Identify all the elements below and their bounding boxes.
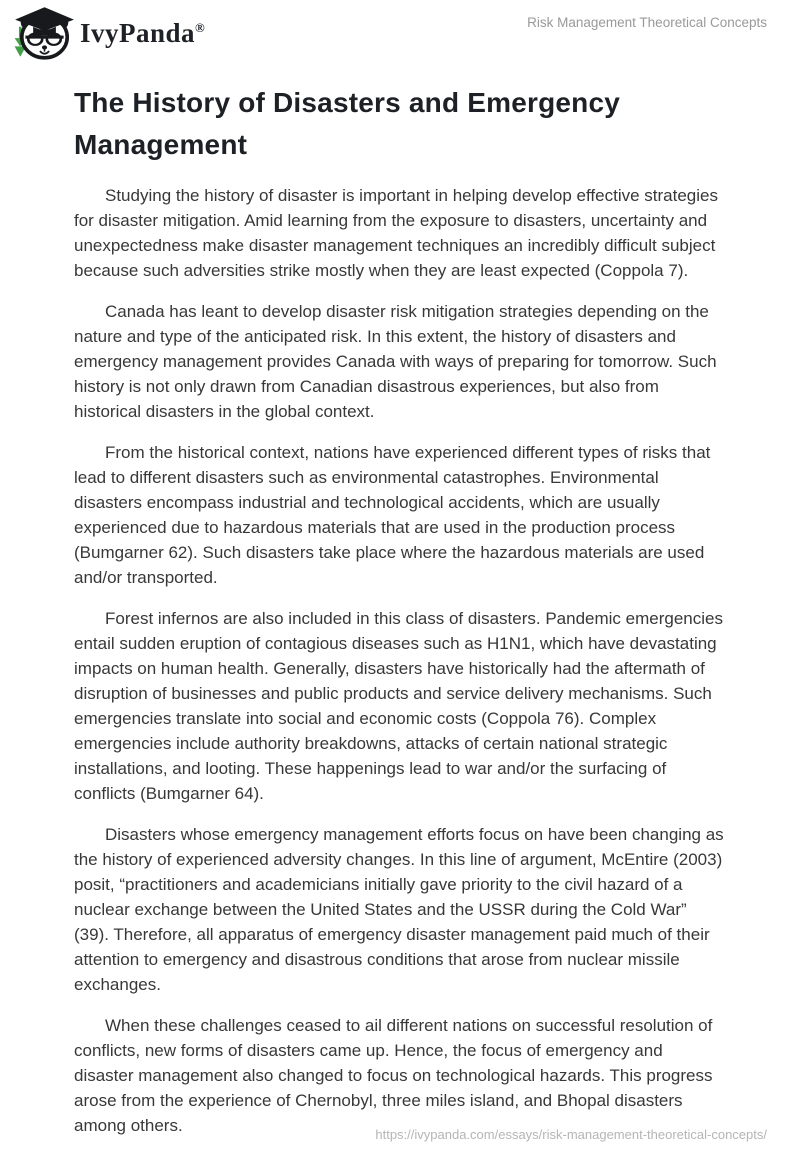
brand-name-text: IvyPanda xyxy=(80,17,196,48)
essay-paragraph: Canada has leant to develop disaster risk mitigation strategies depending on the nature and type of the anticipated risk. In this extent, the history of disasters and emergency management provides Canada with ways of preparing for tomorrow. Such history is not only drawn from Canadian disastrous experiences, but also from historical disasters in the global context. xyxy=(74,302,717,421)
page-header xyxy=(0,0,800,62)
essay-title: The History of Disasters and Emergency Management xyxy=(74,87,620,160)
essay-paragraphs xyxy=(74,183,726,1138)
source-url-text: https://ivypanda.com/essays/risk-management-theoretical-concepts/ xyxy=(375,1127,767,1142)
essay-paragraph: When these challenges ceased to ail different nations on successful resolution of conflicts, new forms of disasters came up. Hence, the focus of emergency and disaster management also changed to focus on technological hazards. This progress arose from the experience of Chernobyl, three miles island, and Bhopal disasters among others. xyxy=(74,1016,713,1135)
essay-paragraph: Studying the history of disaster is important in helping develop effective strategies for disaster mitigation. Amid learning from the exposure to disasters, uncertainty and unexpectedness make disaster management techniques an incredibly difficult subject because such adversities strike mostly when they are least expected (Coppola 7). xyxy=(74,186,718,280)
essay-content xyxy=(0,82,800,1138)
essay-paragraph: Forest infernos are also included in this class of disasters. Pandemic emergencies entail sudden eruption of contagious diseases such as H1N1, which have devastating impacts on human health. Generally, disasters have historically had the aftermath of disruption of businesses and public products and service delivery mechanisms. Such emergencies translate into social and economic costs (Coppola 76). Complex emergencies include authority breakdowns, attacks of certain national strategic installations, and looting. These happenings lead to war and/or the surfacing of conflicts (Bumgarner 64). xyxy=(74,609,723,803)
page-footer xyxy=(375,1126,767,1144)
essay-paragraph: Disasters whose emergency management efforts focus on have been changing as the history of experienced adversity changes. In this line of argument, McEntire (2003) posit, “practitioners and academicians initially gave priority to the civil hazard of a nuclear exchange between the United States and the USSR during the Cold War” (39). Therefore, all apparatus of emergency disaster management paid much of their attention to emergency and disastrous conditions that arose from nuclear missile exchanges. xyxy=(74,825,724,994)
brand-name xyxy=(80,18,205,49)
essay-paragraph: From the historical context, nations have experienced different types of risks that lead to different disasters such as environmental catastrophes. Environmental disasters encompass industrial and technological accidents, which are usually experienced due to hazardous materials that are used in the production process (Bumgarner 62). Such disasters take place where the hazardous materials are used and/or transported. xyxy=(74,443,711,587)
brand xyxy=(12,6,205,60)
registered-trademark-mark: ® xyxy=(195,19,206,35)
ivypanda-panda-logo-icon xyxy=(12,6,76,60)
running-head-title: Risk Management Theoretical Concepts xyxy=(527,15,767,30)
